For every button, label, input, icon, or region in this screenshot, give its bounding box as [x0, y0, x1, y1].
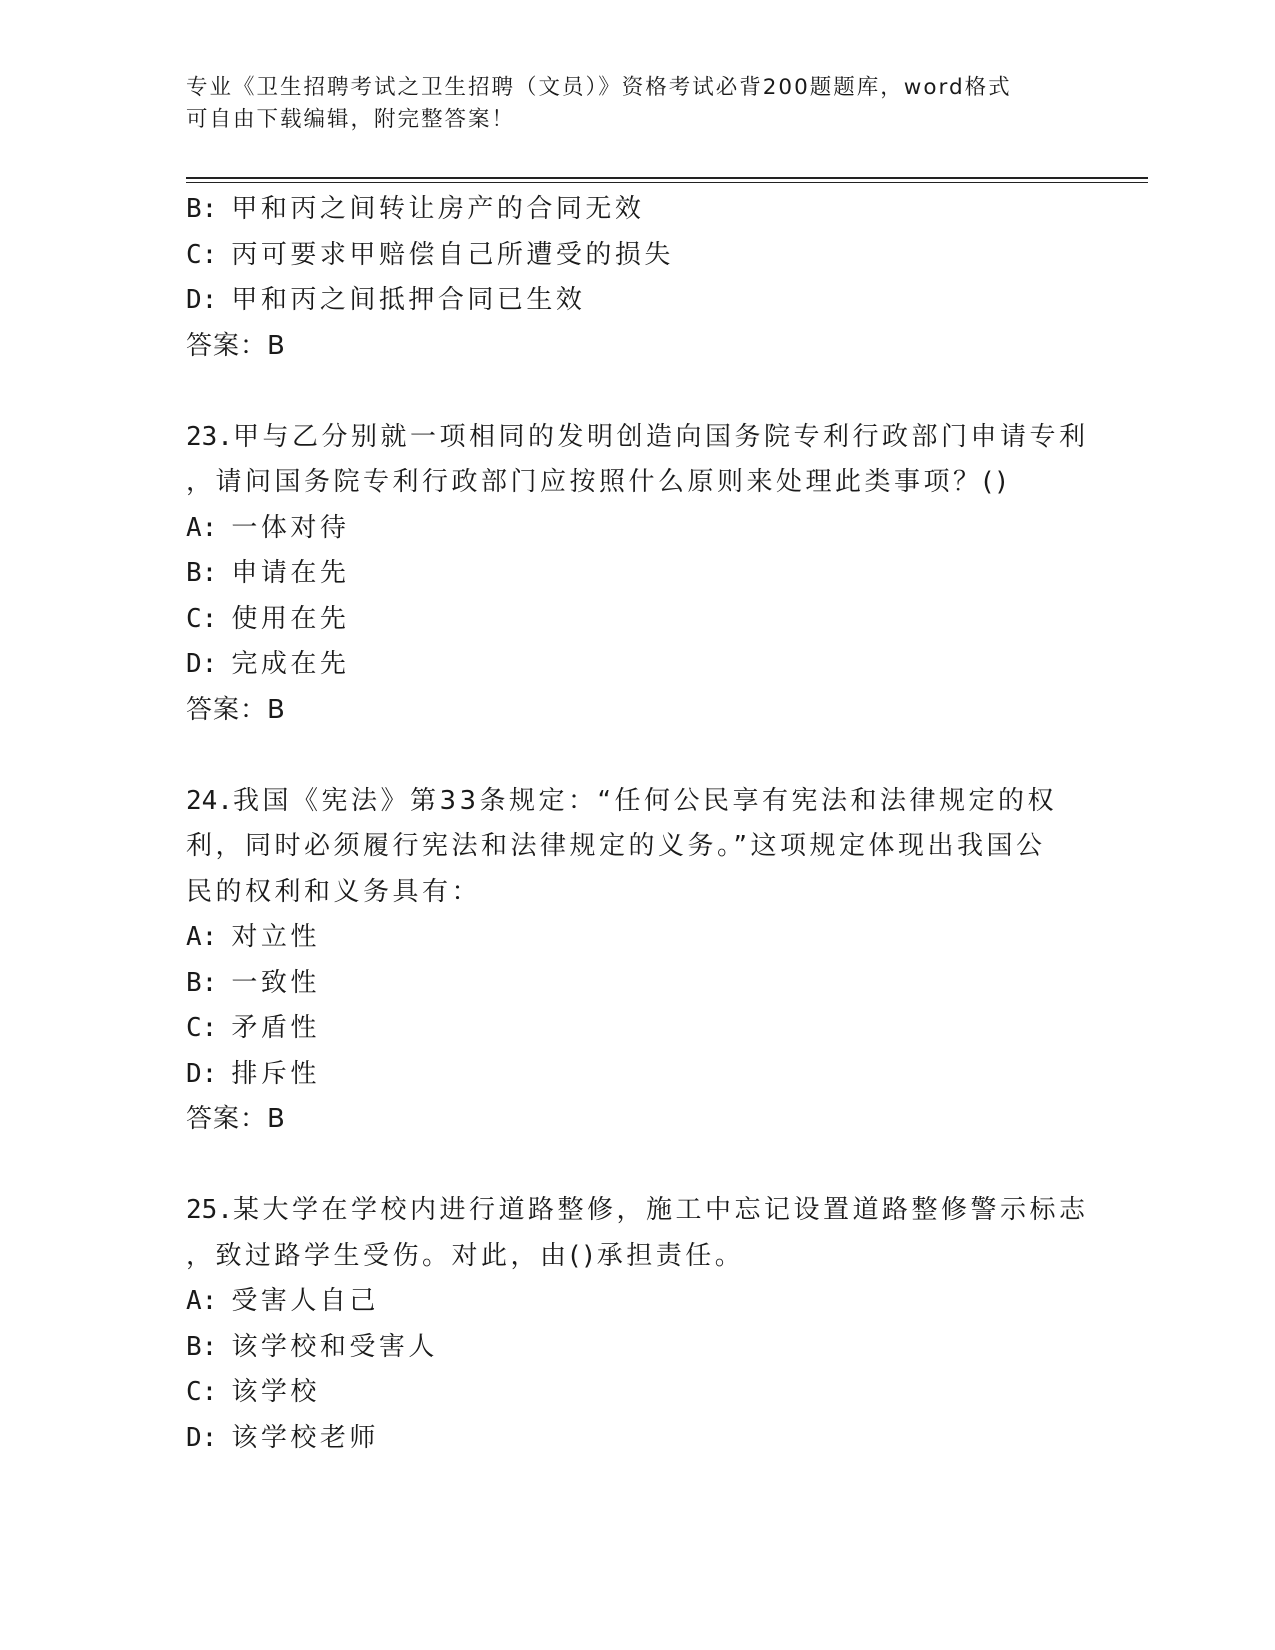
document-header	[186, 72, 1066, 136]
option-label: B:	[186, 967, 218, 998]
answer-line: 答案：B	[186, 1104, 286, 1134]
header-rule-thick	[186, 177, 1148, 179]
option-label: C:	[186, 239, 218, 270]
option-label: D:	[186, 649, 218, 679]
option-label: C:	[186, 1377, 218, 1407]
option-row	[186, 1279, 1086, 1325]
option-label: B:	[186, 1331, 218, 1362]
question-25	[186, 1188, 1089, 1461]
question-stem-line: 利，同时必须履行宪法和法律规定的义务。”这项规定体现出我国公	[186, 831, 1046, 861]
answer-line: 答案：B	[186, 330, 286, 361]
option-label: B:	[186, 194, 218, 224]
option-label: C:	[186, 1013, 218, 1043]
option-text: 排斥性	[231, 1058, 320, 1089]
option-row	[186, 278, 1086, 324]
option-text: 矛盾性	[231, 1013, 320, 1043]
option-row	[186, 961, 1086, 1007]
option-text: 受害人自己	[231, 1286, 379, 1316]
question-number: 23.	[186, 421, 233, 452]
option-text: 完成在先	[231, 649, 350, 679]
option-text: 申请在先	[231, 558, 350, 588]
question-stem-text: 甲与乙分别就一项相同的发明创造向国务院专利行政部门申请专利	[232, 421, 1089, 452]
option-text: 甲和丙之间转让房产的合同无效	[231, 194, 645, 224]
option-row	[186, 1325, 1086, 1371]
option-text: 该学校和受害人	[231, 1331, 438, 1362]
option-text: 一致性	[231, 967, 320, 998]
question-23	[186, 415, 1089, 734]
option-text: 该学校老师	[231, 1422, 379, 1453]
option-row	[186, 233, 1086, 279]
option-row	[186, 551, 1086, 597]
question-stem-line	[186, 415, 1089, 461]
spacer	[186, 1143, 1086, 1189]
option-text: 对立性	[231, 922, 320, 952]
option-label: B:	[186, 558, 218, 588]
option-text: 丙可要求甲赔偿自己所遭受的损失	[231, 239, 674, 270]
option-row	[186, 915, 1086, 961]
question-stem-line	[186, 779, 1086, 825]
spacer	[186, 369, 1086, 415]
question-number: 24.	[186, 785, 233, 816]
document-body	[186, 187, 1089, 1461]
spacer	[186, 733, 1086, 779]
option-text: 甲和丙之间抵押合同已生效	[231, 285, 586, 315]
option-label: D:	[186, 1422, 218, 1453]
option-row	[186, 187, 1086, 233]
option-label: D:	[186, 285, 218, 315]
question-stem-text: 某大学在学校内进行道路整修，施工中忘记设置道路整修警示标志	[232, 1195, 1089, 1225]
option-label: A:	[186, 922, 218, 952]
option-text: 一体对待	[231, 512, 350, 543]
option-row	[186, 1370, 1086, 1416]
option-row	[186, 1416, 1086, 1462]
option-label: A:	[186, 1286, 218, 1316]
option-row	[186, 506, 1086, 552]
option-label: D:	[186, 1058, 218, 1089]
question-24	[186, 779, 1086, 1143]
option-row	[186, 1052, 1086, 1098]
option-row	[186, 642, 1086, 688]
option-text: 使用在先	[231, 603, 350, 634]
option-row	[186, 1006, 1086, 1052]
prev-question	[186, 187, 1086, 369]
header-line-1: 专业《卫生招聘考试之卫生招聘（文员）》资格考试必背200题题库，word格式	[186, 75, 1012, 100]
option-text: 该学校	[231, 1377, 320, 1407]
question-stem-line: 民的权利和义务具有：	[186, 876, 482, 907]
header-rule-thin	[186, 182, 1148, 183]
question-stem-line: ，请问国务院专利行政部门应按照什么原则来处理此类事项？()	[186, 467, 1010, 497]
option-label: A:	[186, 512, 218, 543]
answer-line: 答案：B	[186, 694, 286, 725]
option-label: C:	[186, 603, 218, 634]
option-row	[186, 597, 1086, 643]
question-stem-line	[186, 1188, 1089, 1234]
question-number: 25.	[186, 1195, 233, 1225]
question-stem-text: 我国《宪法》第33条规定：“任何公民享有宪法和法律规定的权	[232, 785, 1058, 816]
header-line-2: 可自由下载编辑，附完整答案！	[186, 107, 516, 132]
question-stem-line: ，致过路学生受伤。对此，由()承担责任。	[186, 1240, 745, 1271]
